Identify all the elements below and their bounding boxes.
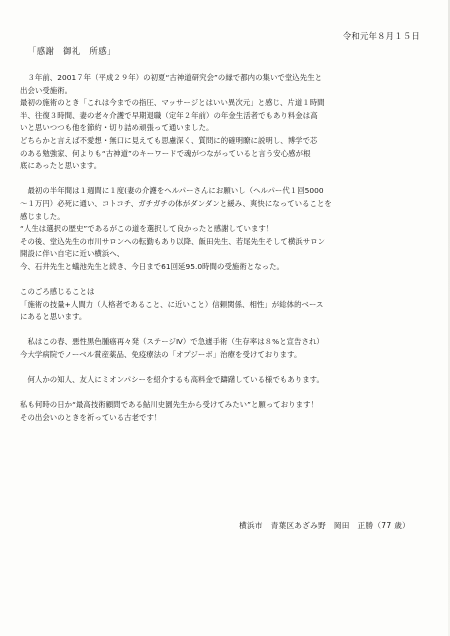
text-line: 何人かの知人、友人にミオンパシーを紹介するも高料金で躊躇している様でもあります。	[20, 375, 324, 385]
text-line: その出会いのときを祈っている古老です！	[20, 413, 162, 423]
text-line: のある勉強家、何よりも“古神道”のキーワードで魂がつながっていると言う安心感が根	[20, 148, 311, 158]
text-line: 私も何時の日か“最高技術顧問である鮎川史園先生から受けてみたい”と願っております！	[20, 400, 318, 410]
paragraph-6	[20, 399, 424, 424]
text-line: ～１万円）必死に通い、コトコチ、ガチガチの体がダンダンと緩み、爽快になっていることを	[20, 198, 332, 208]
letter-title: 「感謝 御礼 所感」	[28, 46, 116, 56]
text-line: 今大学病院でノーベル賞産薬品、免疫療法の「オプジーボ」治療を受けております。	[20, 350, 302, 360]
text-line: どちらかと言えば不愛想・無口に見えても思慮深く、質問に的確明瞭に説明し、博学で芯	[20, 135, 318, 145]
text-line: 半、往復３時間、妻の老々介護で早期退職（定年２年前）の年金生活者でもあり料金は高	[20, 110, 318, 120]
text-line: 開設に伴い自宅に近い横浜へ、	[20, 249, 125, 259]
text-line: 最初の半年間は１週間に１度(妻の介護をヘルパーさんにお願いし（ヘルパー代１回5000	[20, 186, 324, 196]
paragraph-5	[20, 374, 424, 387]
text-line: このごろ感じることは	[20, 287, 95, 297]
letter-date: 令和元年８月１５日	[342, 31, 420, 41]
text-line: 最初の施術のとき「これは今までの指圧、マッサージとはいい異次元」と感じ、片道１時間	[20, 98, 325, 108]
text-line: 私はこの春、悪性黒色腫癌再々発（ステージⅣ）で急遽手術（生存率は８%と宣告され）	[20, 337, 324, 347]
text-line: “人生は選択の歴史”であるがこの道を選択して良かったと感謝しています！	[20, 224, 274, 234]
paragraph-3	[20, 286, 424, 324]
text-line: にあると思います。	[20, 312, 87, 322]
text-line: 出会い受施術。	[20, 85, 73, 95]
paragraph-gap	[20, 173, 424, 186]
text-line: 底にあったと思います。	[20, 161, 102, 171]
letter-signature: 横浜市 青葉区あざみ野 岡田 正勝（77 歳）	[239, 521, 410, 530]
paragraph-4	[20, 336, 424, 361]
paragraph-gap	[20, 324, 424, 337]
letter-body	[20, 72, 424, 425]
paragraph-gap	[20, 274, 424, 287]
text-line: その後、堂込先生の市川サロンへの転勤もあり以降、飯田先生、若尾先生そして横浜サロン	[20, 236, 326, 246]
paragraph-gap	[20, 387, 424, 400]
text-line: 今、石井先生と蟻池先生と続き、今日まで61回延95.0時間の受施術となった。	[20, 261, 284, 271]
text-line: 感じました。	[20, 211, 65, 221]
text-line: いと思いつつも他を節約・切り詰め頑張って通いました。	[20, 123, 214, 133]
paragraph-gap	[20, 362, 424, 375]
text-line: 「施術の技量+人間力（人格者であること、に近いこと）信頼関係、相性」が総体的ベース	[20, 299, 324, 309]
paragraph-1	[20, 72, 424, 173]
text-line: ３年前、2001７年（平成２９年）の初夏“古神道研究会”の縁で都内の集いで堂込先生と	[20, 73, 323, 82]
paragraph-2	[20, 185, 424, 273]
